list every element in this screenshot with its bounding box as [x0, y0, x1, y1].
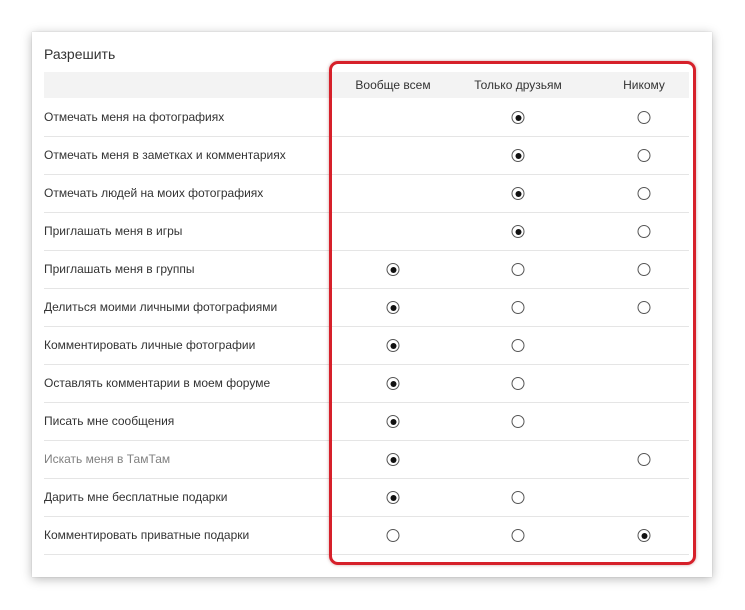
settings-row	[44, 326, 689, 365]
setting-label: Отмечать людей на моих фотографиях	[44, 186, 264, 200]
radio-everyone[interactable]	[387, 301, 400, 314]
setting-label: Оставлять комментарии в моем форуме	[44, 376, 271, 390]
radio-everyone[interactable]	[387, 415, 400, 428]
radio-nobody[interactable]	[638, 149, 651, 162]
radio-nobody[interactable]	[638, 225, 651, 238]
settings-row	[44, 440, 689, 479]
setting-label: Комментировать личные фотографии	[44, 338, 256, 352]
radio-everyone[interactable]	[387, 263, 400, 276]
radio-nobody[interactable]	[638, 301, 651, 314]
settings-row	[44, 212, 689, 251]
radio-friends-only[interactable]	[512, 491, 525, 504]
radio-friends-only[interactable]	[512, 149, 525, 162]
radio-friends-only[interactable]	[512, 301, 525, 314]
radio-friends-only[interactable]	[512, 377, 525, 390]
settings-row	[44, 364, 689, 403]
column-header-friends-only: Только друзьям	[474, 78, 562, 92]
radio-everyone[interactable]	[387, 529, 400, 542]
radio-nobody[interactable]	[638, 263, 651, 276]
radio-friends-only[interactable]	[512, 263, 525, 276]
settings-row	[44, 288, 689, 327]
settings-row	[44, 98, 689, 137]
radio-nobody[interactable]	[638, 453, 651, 466]
settings-row	[44, 478, 689, 517]
column-header-nobody: Никому	[623, 78, 665, 92]
setting-label: Отмечать меня в заметках и комментариях	[44, 148, 286, 162]
radio-everyone[interactable]	[387, 339, 400, 352]
radio-friends-only[interactable]	[512, 225, 525, 238]
radio-friends-only[interactable]	[512, 111, 525, 124]
setting-label: Отмечать меня на фотографиях	[44, 110, 225, 124]
radio-friends-only[interactable]	[512, 529, 525, 542]
radio-friends-only[interactable]	[512, 187, 525, 200]
settings-row	[44, 250, 689, 289]
setting-label: Приглашать меня в игры	[44, 224, 183, 238]
radio-friends-only[interactable]	[512, 415, 525, 428]
settings-row	[44, 174, 689, 213]
column-header-bar	[44, 72, 689, 98]
section-title: Разрешить	[44, 46, 116, 62]
setting-label: Приглашать меня в группы	[44, 262, 195, 276]
settings-row	[44, 136, 689, 175]
column-header-everyone: Вообще всем	[355, 78, 431, 92]
radio-nobody[interactable]	[638, 529, 651, 542]
privacy-settings-panel	[32, 32, 712, 577]
setting-label: Делиться моими личными фотографиями	[44, 300, 278, 314]
settings-row	[44, 516, 689, 555]
radio-nobody[interactable]	[638, 111, 651, 124]
radio-friends-only[interactable]	[512, 339, 525, 352]
radio-everyone[interactable]	[387, 377, 400, 390]
radio-everyone[interactable]	[387, 453, 400, 466]
radio-nobody[interactable]	[638, 187, 651, 200]
settings-row	[44, 402, 689, 441]
setting-label: Дарить мне бесплатные подарки	[44, 490, 228, 504]
radio-everyone[interactable]	[387, 491, 400, 504]
setting-label: Комментировать приватные подарки	[44, 528, 250, 542]
setting-label: Искать меня в ТамТам	[44, 452, 171, 466]
setting-label: Писать мне сообщения	[44, 414, 175, 428]
